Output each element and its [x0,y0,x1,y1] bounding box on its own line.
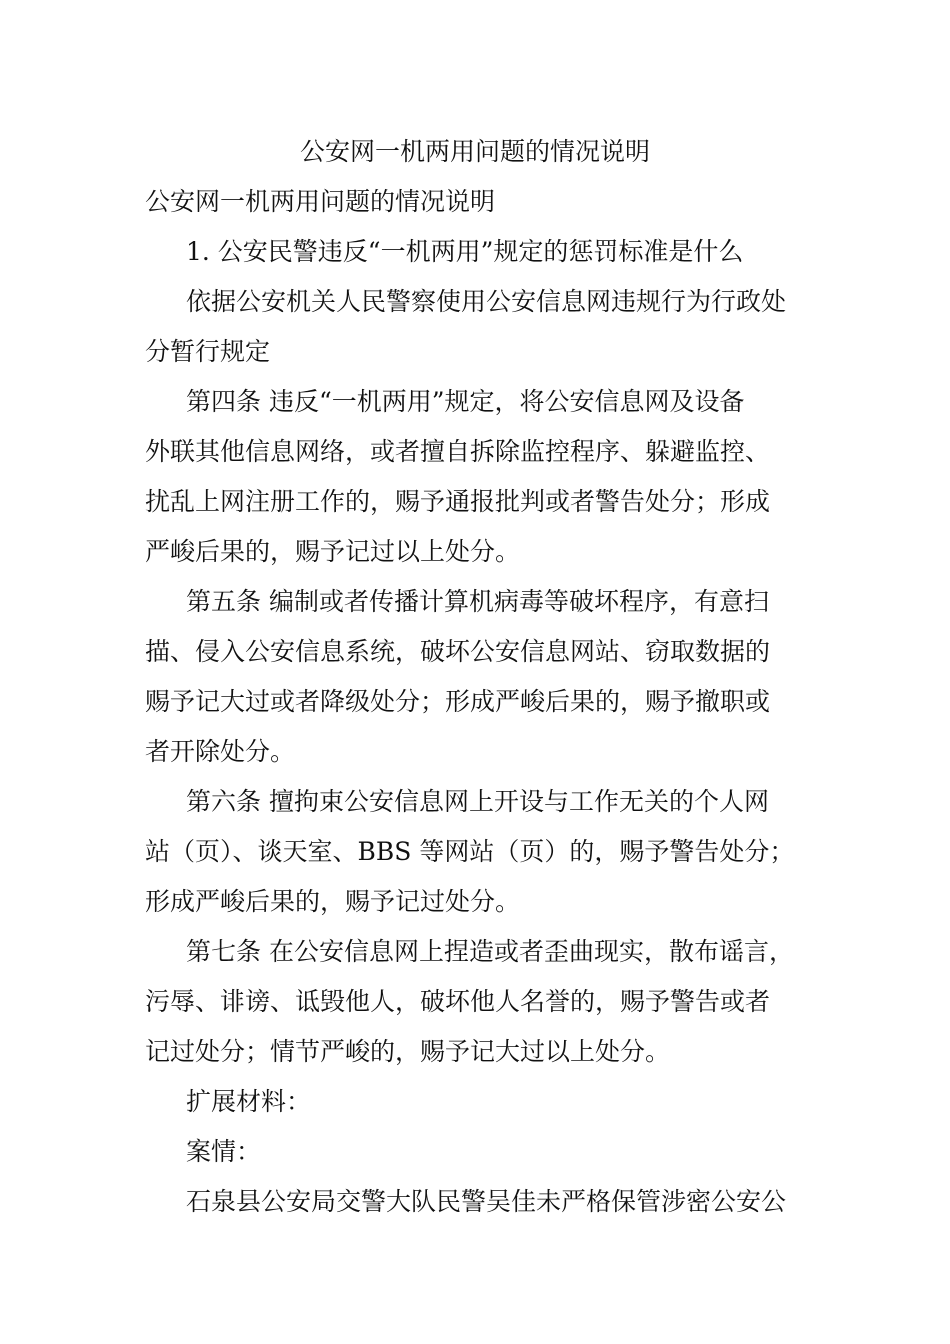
paragraph-line: 污辱、诽谤、诋毁他人，破坏他人名誉的，赐予警告或者 [145,987,771,1016]
paragraph-line: 站（页）、谈天室、BBS 等网站（页）的，赐予警告处分； [145,837,795,866]
paragraph-line: 第五条 编制或者传播计算机病毒等破坏程序，有意扫 [186,587,769,616]
paragraph-line: 第四条 违反“一机两用”规定，将公安信息网及设备 [186,387,745,416]
paragraph-line: 严峻后果的，赐予记过以上处分。 [145,537,521,566]
paragraph-line: 第六条 擅拘束公安信息网上开设与工作无关的个人网 [186,787,769,816]
paragraph-line: 扩展材料： [186,1087,312,1116]
paragraph-line: 外联其他信息网络，或者擅自拆除监控程序、躲避监控、 [145,437,771,466]
document-title: 公安网一机两用问题的情况说明 [299,137,650,166]
paragraph-line: 1. 公安民警违反“一机两用”规定的惩罚标准是什么 [186,237,744,266]
paragraph-line: 者开除处分。 [145,737,296,766]
paragraph-line: 描、侵入公安信息系统，破坏公安信息网站、窃取数据的 [145,637,771,666]
paragraph-line: 公安网一机两用问题的情况说明 [145,187,496,216]
paragraph-line: 赐予记大过或者降级处分；形成严峻后果的，赐予撤职或 [145,687,771,716]
paragraph-line: 依据公安机关人民警察使用公安信息网违规行为行政处 [186,287,787,316]
paragraph-line: 石泉县公安局交警大队民警吴佳未严格保管涉密公安公 [186,1187,787,1216]
paragraph-line: 案情： [186,1137,262,1166]
paragraph-line: 扰乱上网注册工作的，赐予通报批判或者警告处分；形成 [145,487,771,516]
paragraph-line: 分暂行规定 [145,337,271,366]
paragraph-line: 记过处分；情节严峻的，赐予记大过以上处分。 [145,1037,671,1066]
paragraph-line: 第七条 在公安信息网上捏造或者歪曲现实，散布谣言， [186,937,794,966]
paragraph-line: 形成严峻后果的，赐予记过处分。 [145,887,521,916]
